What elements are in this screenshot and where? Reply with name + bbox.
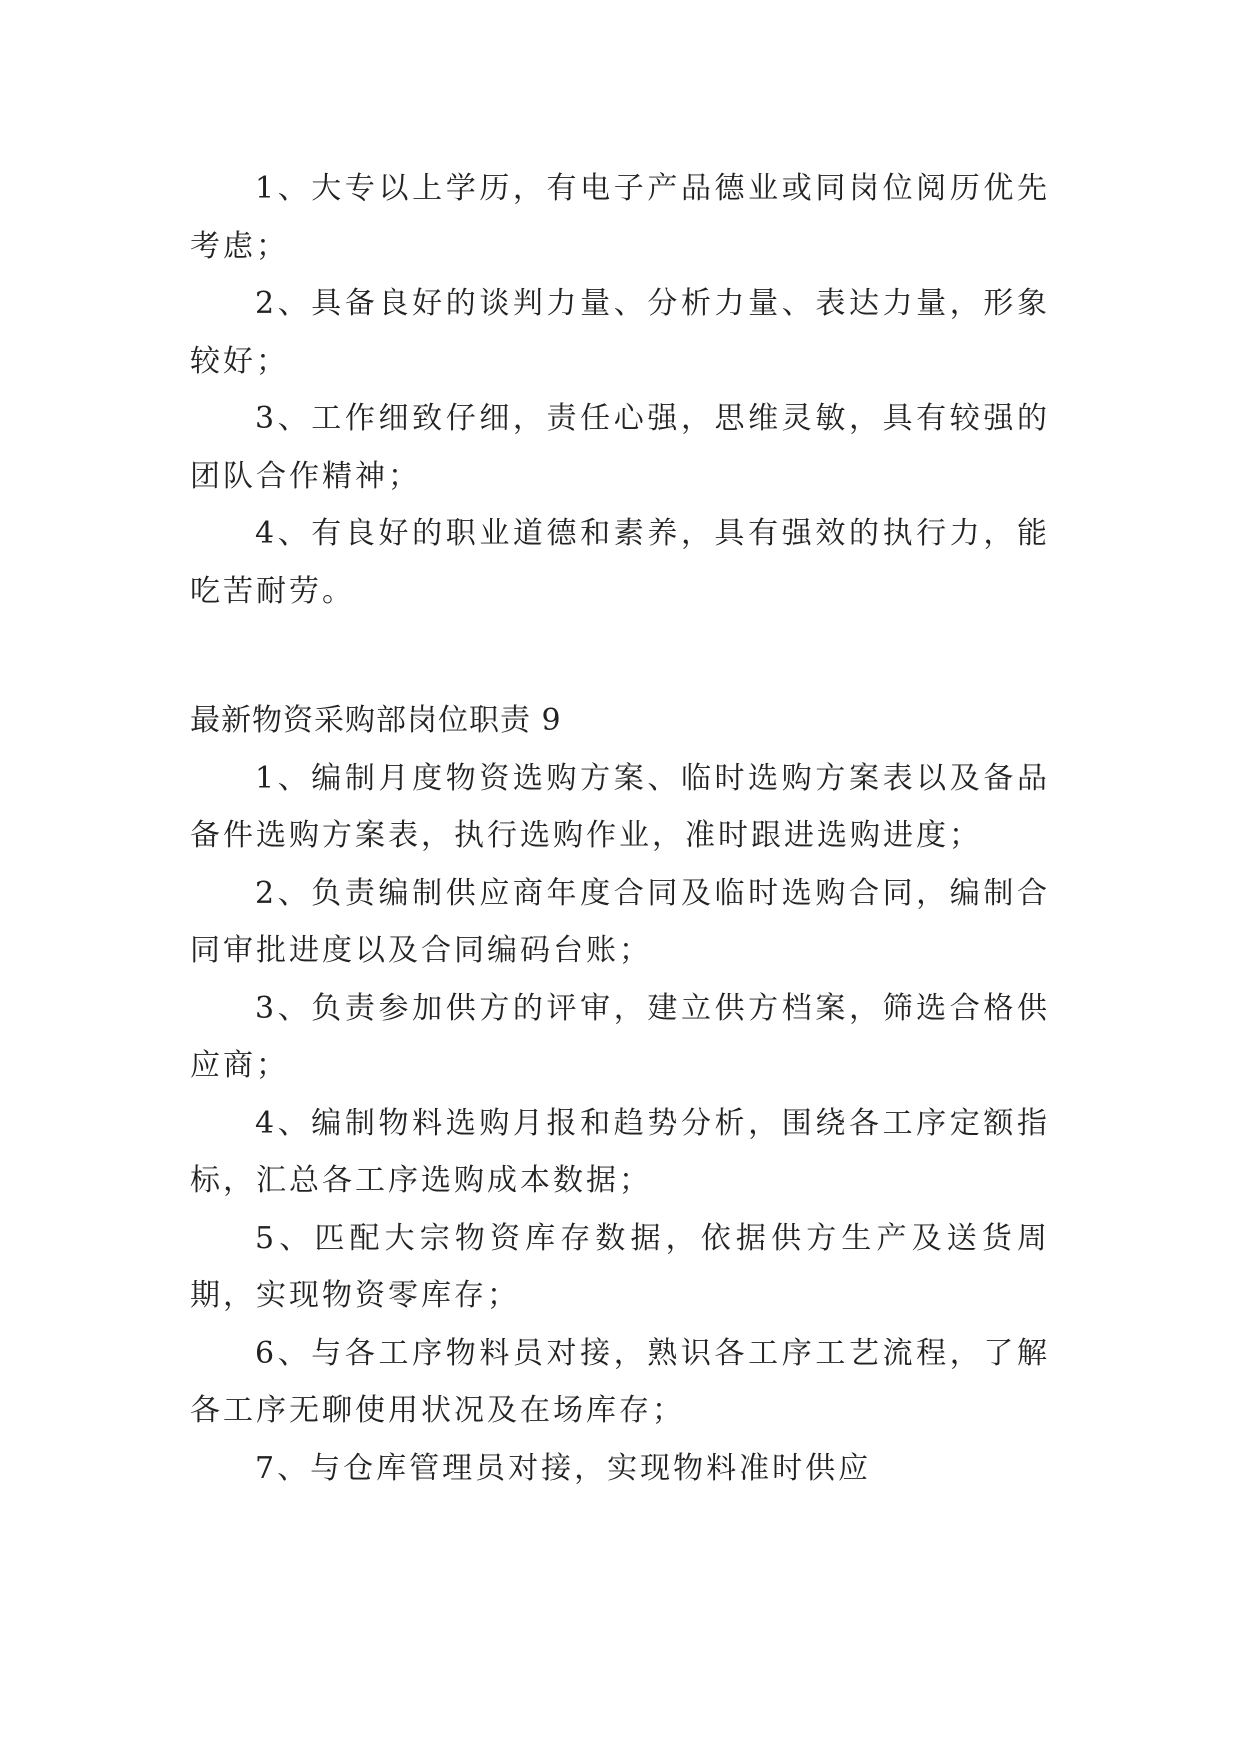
- section-heading: 最新物资采购部岗位职责 9: [190, 703, 562, 738]
- section-spacer: [190, 620, 1050, 692]
- requirement-item-3: 3、工作细致仔细，责任心强，思维灵敏，具有较强的团队合作精神；: [190, 401, 1050, 494]
- duty-item-3: 3、负责参加供方的评审，建立供方档案，筛选合格供应商；: [190, 990, 1050, 1083]
- requirement-item-4: 4、有良好的职业道德和素养，具有强效的执行力，能吃苦耐劳。: [190, 516, 1050, 609]
- duty-item-2: 2、负责编制供应商年度合同及临时选购合同，编制合同审批进度以及合同编码台账；: [190, 875, 1050, 968]
- duty-item-1: 1、编制月度物资选购方案、临时选购方案表以及备品备件选购方案表，执行选购作业，准时跟进选购进度；: [190, 760, 1050, 853]
- duty-item-7: 7、与仓库管理员对接，实现物料准时供应: [255, 1450, 872, 1486]
- requirement-item-1: 1、大专以上学历，有电子产品德业或同岗位阅历优先考虑；: [190, 171, 1050, 264]
- requirement-item-2: 2、具备良好的谈判力量、分析力量、表达力量，形象较好；: [190, 286, 1050, 379]
- duty-item-6: 6、与各工序物料员对接，熟识各工序工艺流程，了解各工序无聊使用状况及在场库存；: [190, 1335, 1050, 1428]
- duty-item-5: 5、匹配大宗物资库存数据，依据供方生产及送货周期，实现物资零库存；: [190, 1220, 1050, 1313]
- document-body: [190, 160, 1050, 1497]
- duty-item-4: 4、编制物料选购月报和趋势分析，围绕各工序定额指标，汇总各工序选购成本数据；: [190, 1105, 1050, 1198]
